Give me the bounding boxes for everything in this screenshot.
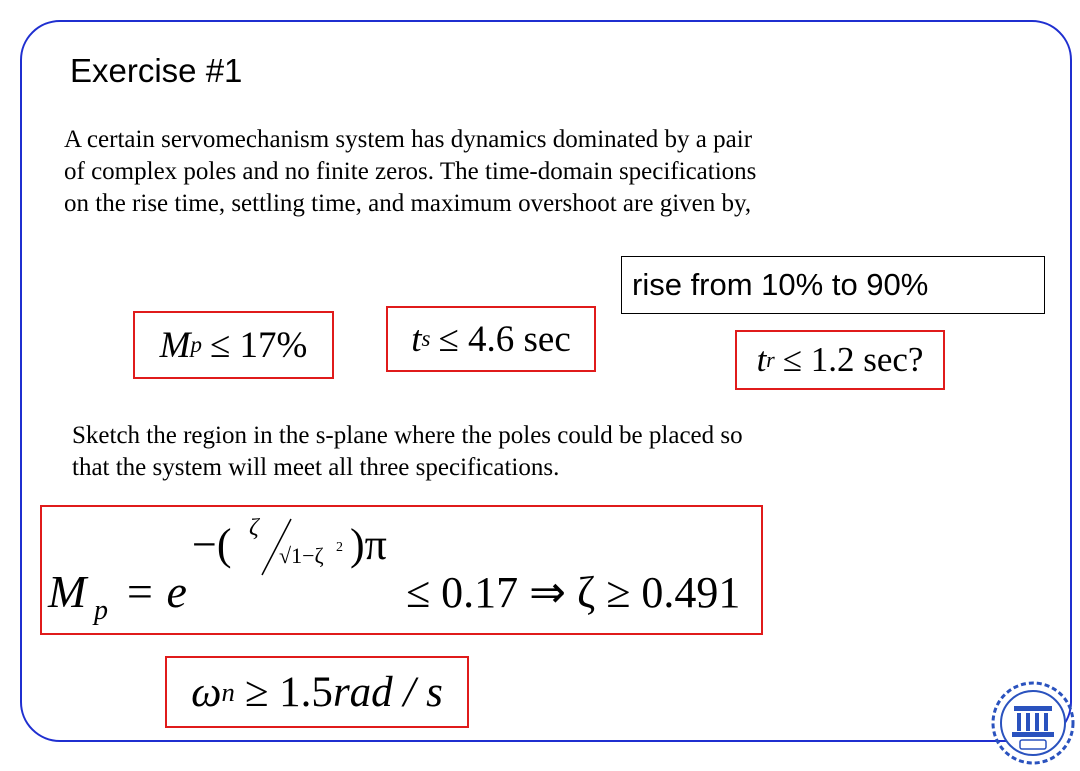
omega-unit: rad / s: [332, 668, 443, 716]
equation-lhs-subscript: p: [94, 595, 108, 626]
problem-statement: [64, 124, 1024, 220]
spec-symbol: t: [756, 340, 767, 379]
problem-line: A certain servomechanism system has dynamics dominated by a pair: [64, 126, 753, 153]
spec-subscript: s: [421, 326, 431, 351]
spec-symbol: M: [159, 324, 191, 366]
task-statement: [72, 420, 1032, 484]
exponent-denominator-power: 2: [336, 540, 343, 555]
natural-frequency-box: [165, 656, 469, 728]
problem-line: of complex poles and no finite zeros. The time-domain specifications: [64, 158, 757, 185]
omega-subscript: n: [221, 676, 235, 707]
equation-lhs: M: [48, 566, 87, 617]
spec-subscript: r: [766, 347, 775, 372]
exponent-open: −(: [192, 520, 232, 569]
university-seal-icon: [990, 680, 1076, 766]
slide-title: Exercise #1: [70, 52, 243, 89]
rise-time-spec-box: [735, 330, 945, 390]
spec-symbol: t: [411, 318, 422, 360]
equation-exp-base: = e: [124, 566, 187, 617]
task-line: that the system will meet all three specifications.: [72, 454, 560, 481]
equation-rhs: ≤ 0.17 ⇒ ζ ≥ 0.491: [406, 568, 741, 617]
exponent-numerator: ζ: [249, 515, 259, 541]
overshoot-equation-box: [40, 505, 763, 635]
rise-time-note: rise from 10% to 90%: [621, 256, 1045, 314]
spec-relation: ≤ 4.6 sec: [438, 318, 571, 360]
overshoot-spec-box: [133, 311, 334, 379]
settling-time-spec-box: [386, 306, 596, 372]
omega-relation: ≥ 1.5: [244, 668, 333, 716]
omega-symbol: ω: [191, 668, 222, 716]
spec-relation: ≤ 1.2 sec?: [782, 340, 924, 379]
task-line: Sketch the region in the s-plane where the poles could be placed so: [72, 422, 743, 449]
overshoot-equation: [42, 507, 761, 633]
exponent-denominator: √1−ζ: [279, 543, 324, 568]
spec-subscript: p: [190, 332, 202, 357]
problem-line: on the rise time, settling time, and maximum overshoot are given by,: [64, 190, 752, 217]
spec-relation: ≤ 17%: [209, 324, 308, 366]
exponent-close: )π: [350, 520, 387, 569]
